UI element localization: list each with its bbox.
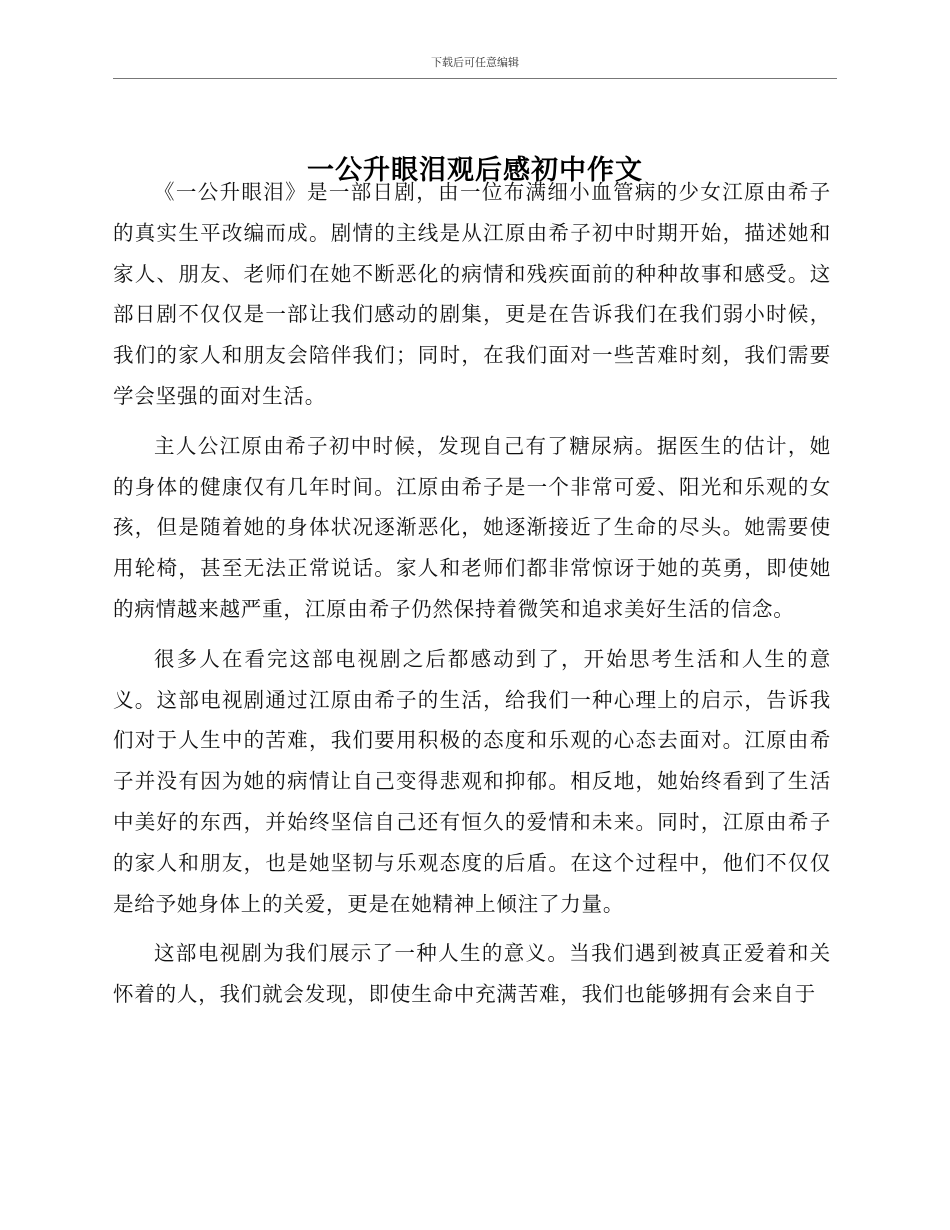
paragraph-3: 很多人在看完这部电视剧之后都感动到了，开始思考生活和人生的意义。这部电视剧通过江原由希子的生活，给我们一种心理上的启示，告诉我们对于人生中的苦难，我们要用积极的态度和乐观的心态去面对。江原由希子并没有因为她的病情让自己变得悲观和抑郁。相反地，她始终看到了生活中美好的东西，并始终坚信自己还有恒久的爱情和未来。同时，江原由希子的家人和朋友，也是她坚韧与乐观态度的后盾。在这个过程中，他们不仅仅是给予她身体上的关爱，更是在她精神上倾注了力量。	[113, 646, 831, 916]
paragraph-1: 《一公升眼泪》是一部日剧，由一位布满细小血管病的少女江原由希子的真实生平改编而成。剧情的主线是从江原由希子初中时期开始，描述她和家人、朋友、老师们在她不断恶化的病情和残疾面前的种种故事和感受。这部日剧不仅仅是一部让我们感动的剧集，更是在告诉我们在我们弱小时候，我们的家人和朋友会陪伴我们；同时，在我们面对一些苦难时刻，我们需要学会坚强的面对生活。	[113, 180, 831, 408]
document-title: 一公升眼泪观后感初中作文	[307, 155, 643, 186]
document-body	[113, 172, 831, 1024]
paragraph-2: 主人公江原由希子初中时候，发现自己有了糖尿病。据医生的估计，她的身体的健康仅有几年时间。江原由希子是一个非常可爱、阳光和乐观的女孩，但是随着她的身体状况逐渐恶化，她逐渐接近了生命的尽头。她需要使用轮椅，甚至无法正常说话。家人和老师们都非常惊讶于她的英勇，即使她的病情越来越严重，江原由希子仍然保持着微笑和追求美好生活的信念。	[113, 433, 831, 621]
paragraph-4: 这部电视剧为我们展示了一种人生的意义。当我们遇到被真正爱着和关怀着的人，我们就会发现，即使生命中充满苦难，我们也能够拥有会来自于	[113, 941, 831, 1007]
header-divider	[113, 78, 837, 79]
page-header: 下载后可任意编辑	[431, 56, 519, 69]
